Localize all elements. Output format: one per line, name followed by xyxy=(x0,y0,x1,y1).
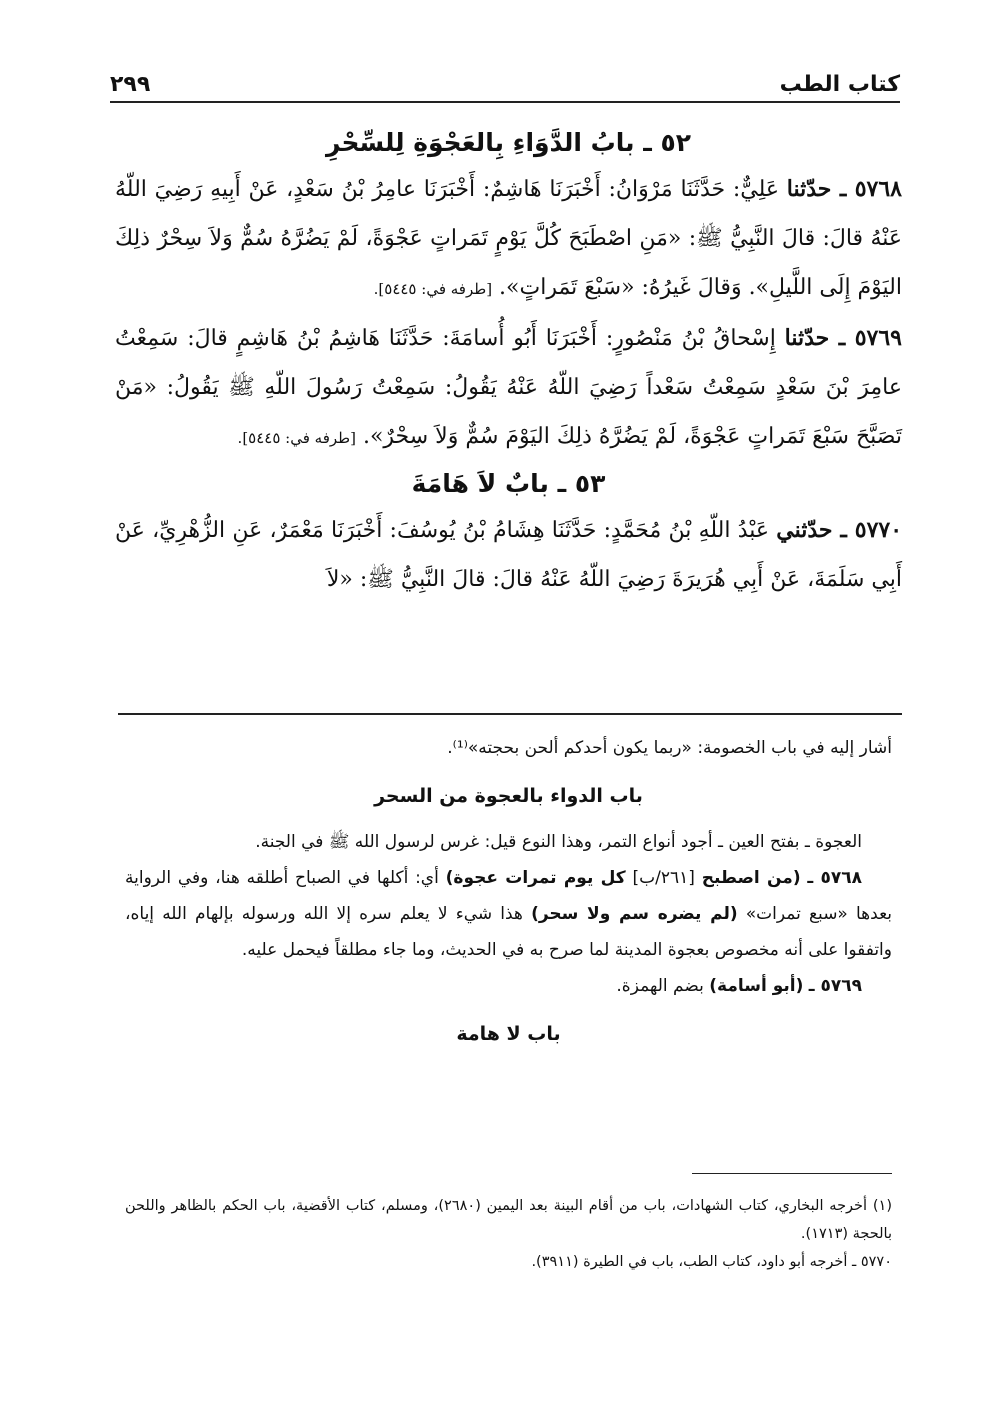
quoted-phrase: (أبو أسامة) xyxy=(709,976,804,996)
commentary-subheading-hama: باب لا هامة xyxy=(456,1023,561,1045)
hadith-5768 xyxy=(115,165,902,314)
cross-reference: [طرفه في: ٥٤٤٥]. xyxy=(373,280,493,298)
folio-reference: [٢٦١/ب] xyxy=(632,868,695,888)
quoted-phrase: (من اصطبح xyxy=(701,868,801,888)
quoted-phrase: (لم يضره سم ولا سحر) xyxy=(531,904,738,924)
commentary-5769 xyxy=(125,968,892,1004)
section-heading-52: ٥٢ ـ بابُ الدَّوَاءِ بِالعَجْوَةِ لِلسِّحْرِ xyxy=(325,128,692,157)
commentary-area xyxy=(125,730,892,1062)
hadith-5770 xyxy=(115,506,902,604)
hadith-body: إِسْحاقُ بْنُ مَنْصُورٍ: أَخْبَرَنَا أَبُو أُسامَةَ: حَدَّثَنَا هَاشِمُ بْنُ هَاشِمٍ قالَ: سَمِعْتُ عامِرَ بْنَ سَعْدٍ سَمِعْتُ سَعْداً رَضِيَ اللّهُ عَنْهُ يَقُولُ: سَمِعْتُ رَسُولَ اللّهِ ﷺ يَقُولُ: «مَنْ تَصَبَّحَ سَبْعَ تَمَراتٍ عَجْوَةً، لَمْ يَضُرَّهُ ذلِكَ اليَوْمَ سُمٌّ وَلاَ سِحْرٌ». xyxy=(115,326,902,449)
hadith-number: ٥٧٦٨ ـ حدّثنا xyxy=(786,176,902,202)
hadith-number: ٥٧٦٩ ـ حدّثنا xyxy=(784,325,902,351)
footnote-2: ٥٧٧٠ ـ أخرجه أبو داود، كتاب الطب، باب في الطيرة (٣٩١١). xyxy=(531,1254,892,1270)
hadith-number: ٥٧٧٠ ـ حدّثني xyxy=(776,517,903,543)
commentary-text: بضم الهمزة. xyxy=(616,976,704,996)
commentary-intro: أشار إليه في باب الخصومة: «ربما يكون أحدكم ألحن بحجته»⁽¹⁾. xyxy=(447,738,892,758)
page-header xyxy=(110,72,900,103)
chapter-title: كتاب الطب xyxy=(779,72,900,97)
hadith-body: عَلِيٌّ: حَدَّثَنَا مَرْوَانُ: أَخْبَرَنَا هَاشِمٌ: أَخْبَرَنَا عامِرُ بْنُ سَعْدٍ، عَنْ أَبِيهِ رَضِيَ اللّهُ عَنْهُ قالَ: قالَ النَّبِيُّ ﷺ: «مَنِ اصْطَبَحَ كُلَّ يَوْمٍ تَمَراتٍ عَجْوَةً، لَمْ يَضُرَّهُ سُمٌّ وَلاَ سِحْرٌ ذلِكَ اليَوْمَ إِلَى اللَّيلِ». وَقالَ غَيرُهُ: «سَبْعَ تَمَراتٍ». xyxy=(115,177,902,300)
page-number: ٢٩٩ xyxy=(110,72,151,97)
commentary-divider xyxy=(118,713,902,715)
commentary-5768 xyxy=(125,860,892,968)
hadith-number: ٥٧٦٨ ـ xyxy=(807,868,863,888)
footnote-divider xyxy=(692,1173,892,1174)
quoted-phrase: كل يوم تمرات عجوة) xyxy=(445,868,626,888)
commentary-text: أي: أكلها في الصباح أطلقه هنا، وفي الرواية بعدها «سبع تمرات» xyxy=(125,868,893,924)
hadith-number: ٥٧٦٩ ـ xyxy=(808,976,862,996)
footnotes xyxy=(125,1192,892,1276)
commentary-text: هذا شيء لا يعلم سره إلا الله ورسوله بإلهام الله إياه، واتفقوا على أنه مخصوص بعجوة المدينة لما صرح به في الحديث، وما جاء مطلقاً فيحمل عليه. xyxy=(125,904,892,960)
cross-reference: [طرفه في: ٥٤٤٥]. xyxy=(237,429,356,447)
hadith-text-area xyxy=(115,122,902,604)
hadith-body: عَبْدُ اللّهِ بْنُ مُحَمَّدٍ: حَدَّثَنَا هِشَامُ بْنُ يُوسُفَ: أَخْبَرَنَا مَعْمَرٌ، عَنِ الزُّهْرِيِّ، عَنْ أَبِي سَلَمَةَ، عَنْ أَبِي هُرَيرَةَ رَضِيَ اللّهُ عَنْهُ قالَ: قالَ النَّبِيُّ ﷺ: «لاَ xyxy=(115,518,902,592)
section-heading-53: ٥٣ ـ بابٌ لاَ هَامَةَ xyxy=(411,469,606,498)
commentary-paragraph: العجوة ـ بفتح العين ـ أجود أنواع التمر، وهذا النوع قيل: غرس لرسول الله ﷺ في الجنة. xyxy=(255,832,862,852)
footnote-1: (١) أخرجه البخاري، كتاب الشهادات، باب من أقام البينة بعد اليمين (٢٦٨٠)، ومسلم، كتاب الأقضية، باب الحكم بالظاهر واللحن بالحجة (١٧١٣). xyxy=(125,1198,892,1242)
commentary-subheading-ajwa: باب الدواء بالعجوة من السحر xyxy=(374,785,643,807)
hadith-5769 xyxy=(115,314,902,463)
